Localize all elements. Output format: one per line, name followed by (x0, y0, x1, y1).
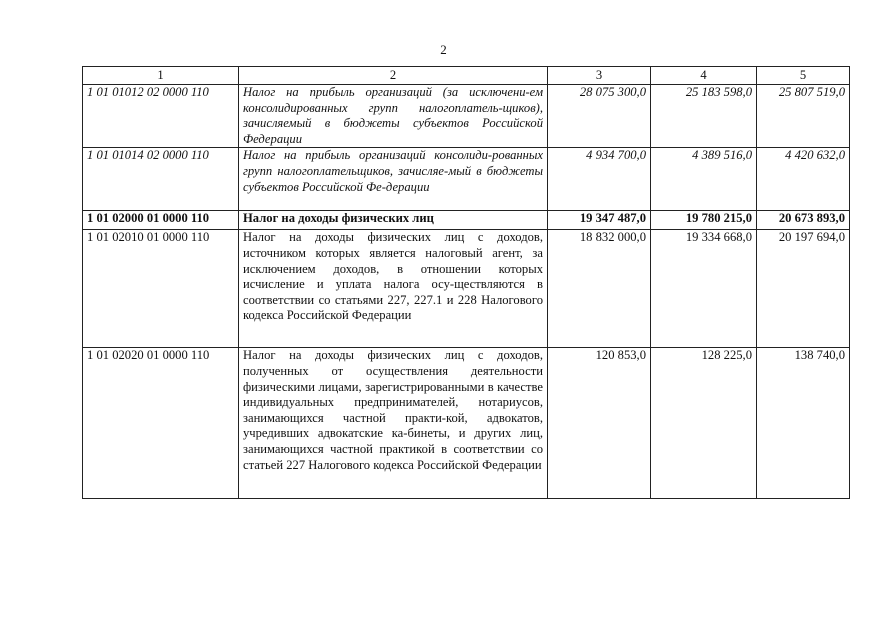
amount-cell: 128 225,0 (651, 348, 757, 499)
table-row (83, 211, 850, 230)
page-number: 2 (440, 42, 447, 57)
column-header: 4 (651, 67, 757, 85)
amount-cell: 19 347 487,0 (548, 211, 651, 230)
budget-code-cell: 1 01 01012 02 0000 110 (83, 85, 239, 148)
income-name-cell: Налог на прибыль организаций консолиди-рованных групп налогоплательщиков, зачисляе-мый в бюджеты субъектов Российской Фе-дерации (239, 148, 548, 211)
budget-code-cell: 1 01 02010 01 0000 110 (83, 230, 239, 348)
amount-cell: 120 853,0 (548, 348, 651, 499)
amount-cell: 28 075 300,0 (548, 85, 651, 148)
amount-cell: 4 389 516,0 (651, 148, 757, 211)
amount-cell: 18 832 000,0 (548, 230, 651, 348)
budget-code-cell: 1 01 01014 02 0000 110 (83, 148, 239, 211)
table-row (83, 230, 850, 348)
column-header: 5 (757, 67, 850, 85)
amount-cell: 4 934 700,0 (548, 148, 651, 211)
amount-cell: 19 780 215,0 (651, 211, 757, 230)
column-header: 2 (239, 67, 548, 85)
amount-cell: 20 197 694,0 (757, 230, 850, 348)
table-header-row (83, 67, 850, 85)
income-name-cell: Налог на прибыль организаций (за исключени-ем консолидированных групп налогоплатель-щиков), зачисляемый в бюджеты субъектов Российской Федерации (239, 85, 548, 148)
amount-cell: 25 183 598,0 (651, 85, 757, 148)
income-name-cell: Налог на доходы физических лиц (239, 211, 548, 230)
amount-cell: 20 673 893,0 (757, 211, 850, 230)
budget-code-cell: 1 01 02000 01 0000 110 (83, 211, 239, 230)
budget-code-cell: 1 01 02020 01 0000 110 (83, 348, 239, 499)
amount-cell: 138 740,0 (757, 348, 850, 499)
column-header: 3 (548, 67, 651, 85)
income-name-cell: Налог на доходы физических лиц с доходов, источником которых является налоговый агент, за исключением доходов, в отношении которых исчисление и уплата налога осу-ществляются в соответствии со статьями 227, 227.1 и 228 Налогового кодекса Российской Федерации (239, 230, 548, 348)
table-row (83, 148, 850, 211)
column-header: 1 (83, 67, 239, 85)
amount-cell: 25 807 519,0 (757, 85, 850, 148)
amount-cell: 4 420 632,0 (757, 148, 850, 211)
table-row (83, 348, 850, 499)
income-name-cell: Налог на доходы физических лиц с доходов, полученных от осуществления деятельности физическими лицами, зарегистрированными в качестве индивидуальных предпринимателей, нотариусов, занимающихся частной практи-кой, адвокатов, учредивших адвокатские ка-бинеты, и других лиц, занимающихся частной практикой в соответствии со статьей 227 Налогового кодекса Российской Федерации (239, 348, 548, 499)
table-row (83, 85, 850, 148)
budget-revenue-table (82, 66, 850, 499)
amount-cell: 19 334 668,0 (651, 230, 757, 348)
